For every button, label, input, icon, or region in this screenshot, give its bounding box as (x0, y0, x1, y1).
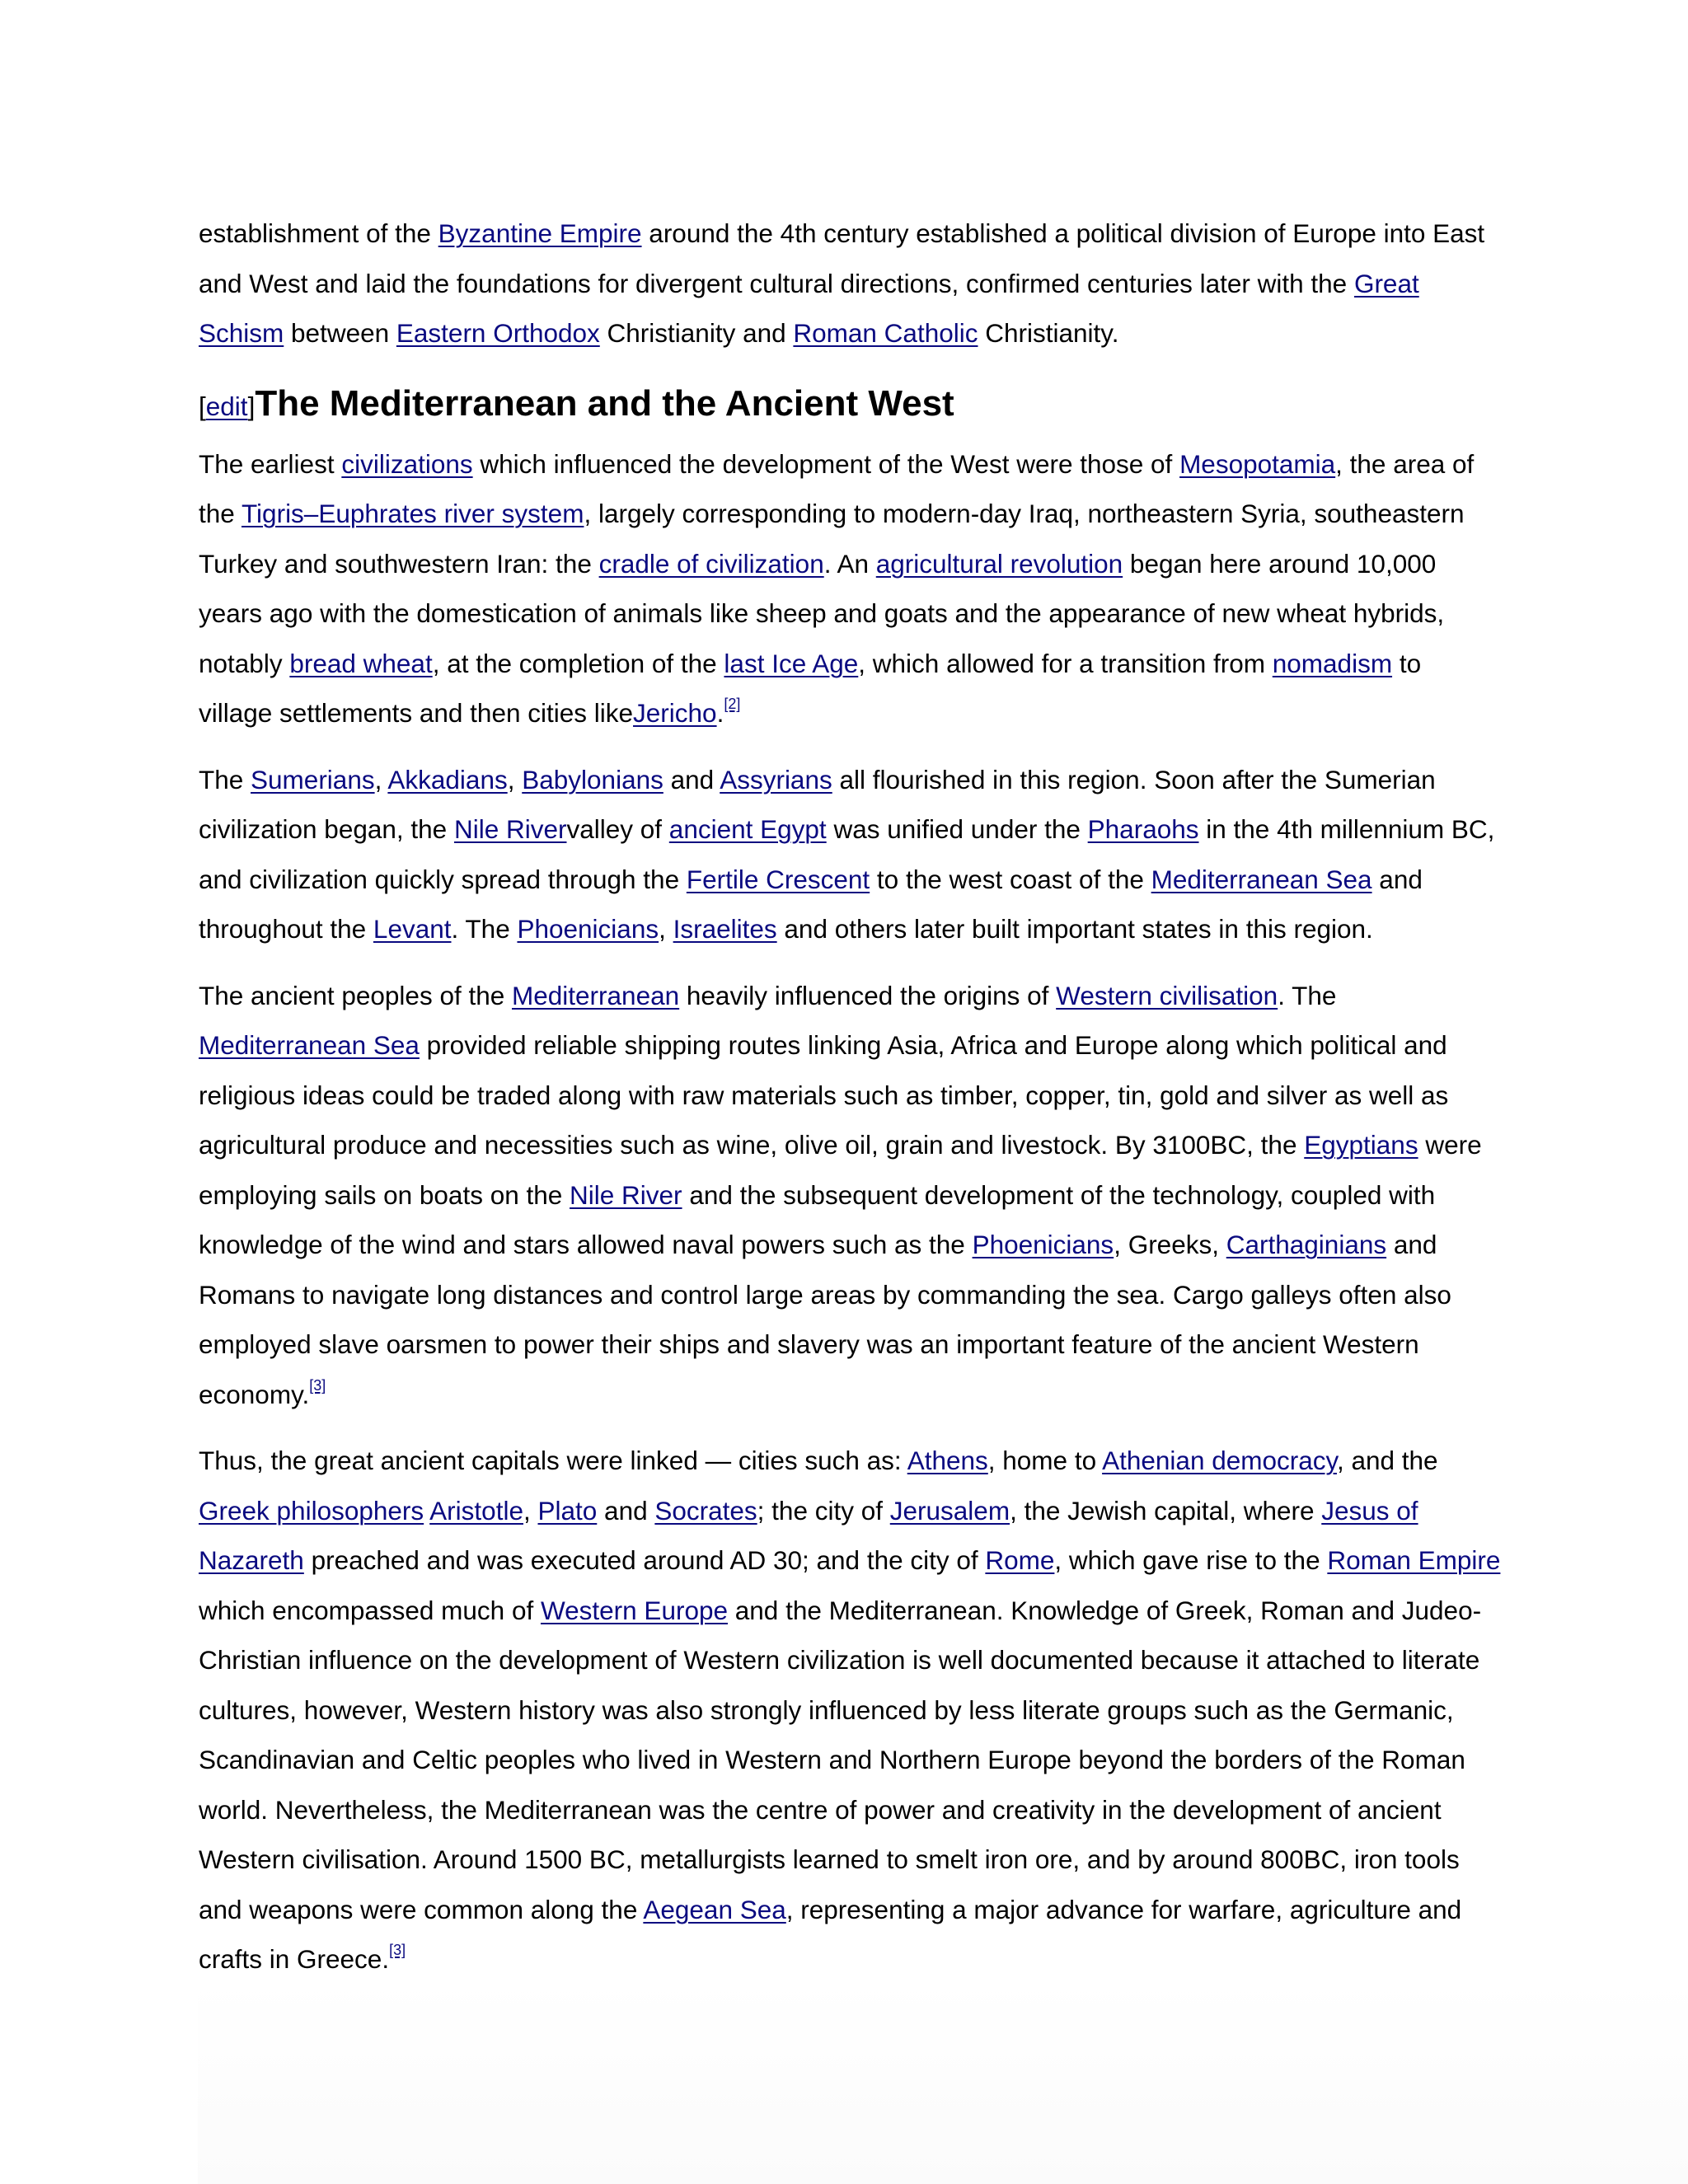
citation-link[interactable]: [3] (389, 1942, 406, 1958)
citation (724, 696, 740, 712)
edit-link[interactable]: edit (205, 391, 248, 421)
link-agricultural-revolution[interactable]: agricultural revolution (875, 548, 1123, 579)
text-run: , which gave rise to the (1054, 1545, 1328, 1575)
text-run: around the 4th century established a political division of Europe into East and West and laid the foundations for divergent cultural directions, confirmed centuries later with the (199, 218, 1485, 298)
link-roman-empire[interactable]: Roman Empire (1327, 1545, 1501, 1575)
text-run: , home to (987, 1446, 1103, 1475)
link-western-civilisation[interactable]: Western civilisation (1056, 980, 1278, 1010)
page-shade (198, 1978, 1688, 2184)
link-jerusalem[interactable]: Jerusalem (889, 1495, 1010, 1526)
text-run: and the Mediterranean. Knowledge of Greek, Roman and Judeo-Christian influence on the development of Western civilization is well documented because it attached to literate cultures, however, Western history was also strongly influenced by less literate groups such as the Germanic, Scandinavian and Celtic peoples who lived in Western and Northern Europe beyond the borders of the Roman world. Nevertheless, the Mediterranean was the centre of power and creativity in the development of ancient Western civilisation. Around 1500 BC, metallurgists learned to smelt iron ore, and by around 800BC, iron tools and weapons were common along the (199, 1595, 1482, 1924)
intro-paragraph (199, 209, 1501, 359)
text-run: was unified under the (826, 814, 1088, 844)
text-run: between (284, 318, 396, 348)
link-phoenicians[interactable]: Phoenicians (972, 1230, 1114, 1259)
link-israelites[interactable]: Israelites (673, 914, 777, 944)
text-run: , and the (1336, 1446, 1438, 1475)
link-aristotle[interactable]: Aristotle (429, 1495, 523, 1526)
text-run: , largely corresponding to modern-day Iraq, northeastern Syria, southeastern Turkey and southwestern Iran: the (199, 499, 1465, 579)
text-run: , at the completion of the (432, 648, 724, 678)
link-tigris-euphrates[interactable]: Tigris–Euphrates river system (241, 499, 584, 528)
link-nomadism[interactable]: nomadism (1272, 648, 1393, 678)
link-civilizations[interactable]: civilizations (341, 448, 473, 479)
text-run: began here around 10,000 years ago with the domestication of animals like sheep and goats and the appearance of new wheat hybrids, notably (199, 548, 1445, 678)
link-jericho[interactable]: Jericho (633, 698, 717, 728)
link-roman-catholic[interactable]: Roman Catholic (793, 318, 978, 348)
text-run: and (597, 1495, 655, 1526)
link-last-ice-age[interactable]: last Ice Age (724, 648, 859, 678)
text-run: The ancient peoples of the (199, 980, 513, 1010)
text-run: . An (823, 548, 876, 579)
text-run: and (663, 764, 720, 794)
link-aegean-sea[interactable]: Aegean Sea (643, 1894, 786, 1924)
citation (389, 1942, 406, 1958)
text-run: , which allowed for a transition from (858, 648, 1273, 678)
text-run: to village settlements and then cities like (199, 648, 1422, 728)
text-run: , the area of the (199, 448, 1475, 528)
text-run: . (716, 698, 724, 728)
citation (309, 1377, 326, 1394)
text-run: , the Jewish capital, where (1010, 1495, 1322, 1526)
text-run: and others later built important states in this region. (776, 914, 1373, 944)
text-run: , (374, 764, 388, 794)
link-mediterranean[interactable]: Mediterranean (512, 980, 680, 1010)
link-sumerians[interactable]: Sumerians (251, 764, 375, 794)
link-egyptians[interactable]: Egyptians (1304, 1130, 1418, 1160)
article-body (199, 209, 1501, 2001)
text-run: heavily influenced the origins of (679, 980, 1057, 1010)
text-run: Christianity and (599, 318, 794, 348)
text-run: were employing sails on boats on the (199, 1130, 1482, 1210)
link-assyrians[interactable]: Assyrians (720, 764, 832, 794)
paragraph-ancient-peoples (199, 971, 1501, 1420)
link-nile-river[interactable]: Nile River (453, 814, 567, 844)
text-run: , representing a major advance for warfare, agriculture and crafts in Greece. (199, 1894, 1462, 1974)
text-run: to the west coast of the (870, 864, 1151, 894)
text-run: , (659, 914, 673, 944)
link-akkadians[interactable]: Akkadians (387, 764, 508, 794)
link-cradle-of-civilization[interactable]: cradle of civilization (598, 548, 824, 579)
text-run: which influenced the development of the West were those of (472, 448, 1180, 479)
link-mediterranean-sea[interactable]: Mediterranean Sea (199, 1030, 420, 1060)
text-run: ; the city of (757, 1495, 890, 1526)
link-nile-river[interactable]: Nile River (570, 1179, 682, 1210)
text-run: Thus, the great ancient capitals were linked — cities such as: (199, 1446, 907, 1475)
paragraph-mesopotamia (199, 439, 1501, 738)
text-run: and Romans to navigate long distances and control large areas by commanding the sea. Cargo galleys often also employed slave oarsmen to power their ships and slavery was an important feature of the ancient Western economy. (199, 1230, 1451, 1409)
link-athens[interactable]: Athens (907, 1446, 988, 1475)
link-phoenicians[interactable]: Phoenicians (517, 914, 659, 944)
section-heading (199, 375, 1501, 435)
link-byzantine-empire[interactable]: Byzantine Empire (438, 218, 642, 248)
text-run: and throughout the (199, 864, 1423, 944)
link-eastern-orthodox[interactable]: Eastern Orthodox (396, 318, 600, 348)
text-run: The (199, 764, 251, 794)
paragraph-ancient-capitals (199, 1436, 1501, 1985)
link-athenian-democracy[interactable]: Athenian democracy (1102, 1446, 1337, 1475)
link-mesopotamia[interactable]: Mesopotamia (1179, 448, 1336, 479)
link-socrates[interactable]: Socrates (654, 1495, 757, 1526)
link-ancient-egypt[interactable]: ancient Egypt (668, 814, 827, 844)
link-babylonians[interactable]: Babylonians (522, 764, 663, 794)
text-run: , Greeks, (1114, 1230, 1226, 1259)
paragraph-sumerians (199, 755, 1501, 954)
text-run: . The (1278, 980, 1337, 1010)
text-run: all flourished in this region. Soon after the Sumerian civilization began, the (199, 764, 1436, 844)
link-plato[interactable]: Plato (537, 1495, 598, 1526)
text-run: . The (451, 914, 518, 944)
link-pharaohs[interactable]: Pharaohs (1087, 814, 1199, 844)
citation-link[interactable]: [2] (724, 696, 741, 712)
text-run: preached and was executed around AD 30; and the city of (303, 1545, 986, 1575)
link-rome[interactable]: Rome (985, 1545, 1055, 1575)
link-great-schism[interactable]: Great Schism (199, 268, 1419, 348)
link-mediterranean-sea[interactable]: Mediterranean Sea (1151, 864, 1372, 894)
link-jesus-of-nazareth[interactable]: Jesus of Nazareth (199, 1495, 1418, 1575)
text-run: which encompassed much of (199, 1595, 541, 1625)
text-run: provided reliable shipping routes linking Asia, Africa and Europe along which political and religious ideas could be traded along with raw materials such as timber, copper, tin, gold and silver as well as agricultural produce and necessities such as wine, olive oil, grain and livestock. By 3100BC, the (199, 1030, 1449, 1160)
link-greek-philosophers[interactable]: Greek philosophers (199, 1495, 424, 1526)
link-carthaginians[interactable]: Carthaginians (1226, 1230, 1387, 1259)
text-run: , (507, 764, 523, 794)
text-run: and the subsequent development of the technology, coupled with knowledge of the wind and stars allowed naval powers such as the (199, 1179, 1436, 1259)
text-run: establishment of the (199, 218, 438, 248)
text-run: Christianity. (978, 318, 1119, 348)
link-bread-wheat[interactable]: bread wheat (289, 648, 433, 678)
link-fertile-crescent[interactable]: Fertile Crescent (686, 864, 870, 894)
text-run: in the 4th millennium BC, and civilization quickly spread through the (199, 814, 1495, 894)
edit-section: [edit] (199, 391, 256, 421)
text-run: valley of (566, 814, 669, 844)
link-levant[interactable]: Levant (373, 914, 452, 944)
citation-link[interactable]: [3] (309, 1376, 326, 1394)
section-title: The Mediterranean and the Ancient West (255, 382, 954, 424)
text-run: , (523, 1495, 538, 1526)
link-western-europe[interactable]: Western Europe (540, 1595, 729, 1625)
text-run: The earliest (199, 448, 342, 479)
